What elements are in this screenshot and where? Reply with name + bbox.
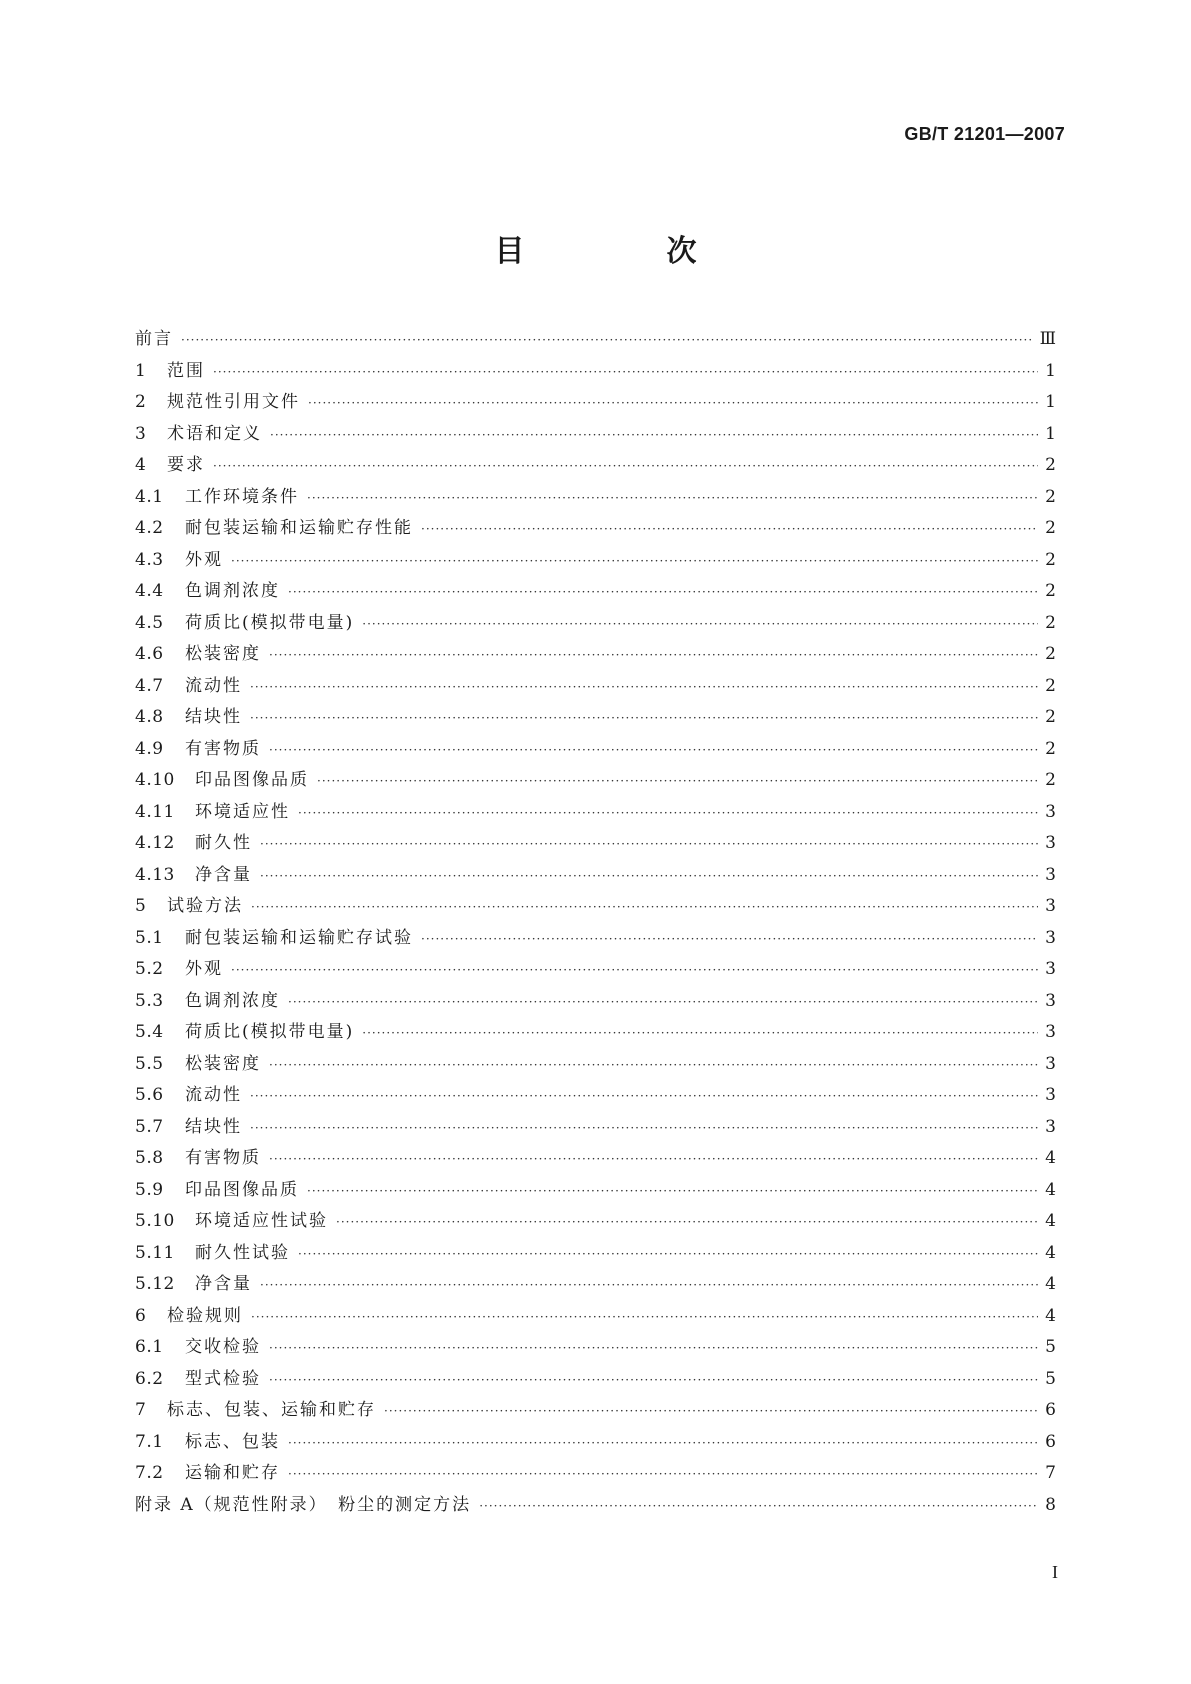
toc-entry-page: 3: [1045, 801, 1056, 822]
toc-entry-number: 5.10: [135, 1211, 175, 1231]
dot-leader: [260, 829, 1038, 861]
dot-leader: [362, 609, 1038, 641]
dot-leader: [213, 357, 1038, 389]
toc-entry-number: 7.1: [135, 1431, 164, 1452]
toc-entry-page: 5: [1045, 1337, 1056, 1357]
dot-leader: [269, 735, 1038, 767]
dot-leader: [362, 1018, 1038, 1050]
toc-entry-number: 5.8: [135, 1148, 164, 1168]
dot-leader: [250, 703, 1038, 735]
toc-entry-label: 前言: [135, 329, 173, 349]
toc-entry[interactable]: [135, 734, 1056, 766]
toc-entry-number: 6: [135, 1305, 147, 1326]
toc-entry-number: 5.2: [135, 959, 164, 979]
dot-leader: [269, 640, 1038, 672]
toc-entry-number: 4.4: [135, 581, 164, 601]
toc-entry-label: 标志、包装: [185, 1431, 280, 1452]
toc-entry-number: 5.3: [135, 990, 164, 1011]
toc-entry-number: 7.2: [135, 1463, 164, 1483]
toc-entry-label: 松装密度: [185, 1053, 261, 1074]
toc-entry-page: 2: [1045, 486, 1056, 507]
toc-entry-label: 有害物质: [185, 1148, 261, 1168]
dot-leader: [307, 483, 1038, 515]
dot-leader: [231, 955, 1038, 987]
toc-entry-label: 工作环境条件: [185, 486, 299, 507]
toc-entry-page: 3: [1045, 990, 1056, 1011]
dot-leader: [317, 766, 1038, 798]
toc-entry[interactable]: [135, 1458, 1056, 1490]
dot-leader: [251, 1302, 1038, 1334]
toc-entry[interactable]: [135, 860, 1056, 892]
toc-entry[interactable]: [135, 1364, 1056, 1396]
toc-entry-label: 运输和贮存: [185, 1463, 280, 1483]
toc-entry-number: 4.2: [135, 518, 164, 538]
toc-entry-label: 色调剂浓度: [185, 990, 280, 1011]
toc-entry-page: 3: [1045, 1053, 1056, 1074]
toc-entry[interactable]: [135, 324, 1056, 356]
toc-entry-label: 耐包装运输和运输贮存性能: [185, 518, 413, 538]
dot-leader: [298, 798, 1038, 830]
toc-entry-page: 2: [1045, 518, 1056, 538]
toc-entry[interactable]: [135, 608, 1056, 640]
toc-entry-number: 4.6: [135, 644, 164, 664]
dot-leader: [269, 1144, 1038, 1176]
toc-entry-number: 6.1: [135, 1337, 164, 1357]
toc-entry-number: 4.1: [135, 486, 164, 507]
toc-entry-page: 2: [1045, 581, 1056, 601]
toc-entry[interactable]: [135, 1332, 1056, 1364]
toc-entry-label: 松装密度: [185, 644, 261, 664]
toc-entry-page: Ⅲ: [1039, 329, 1056, 349]
toc-entry-label: 有害物质: [185, 738, 261, 759]
toc-entry-page: 6: [1045, 1431, 1056, 1452]
toc-entry-page: 5: [1045, 1368, 1056, 1389]
dot-leader: [260, 861, 1038, 893]
toc-entry-number: 1: [135, 360, 147, 381]
toc-entry-number: 5.7: [135, 1116, 164, 1137]
toc-entry-number: 4.13: [135, 864, 175, 885]
toc-entry-page: 2: [1045, 612, 1056, 633]
toc-entry[interactable]: [135, 482, 1056, 514]
toc-entry-number: 4.5: [135, 612, 164, 633]
toc-entry-label: 术语和定义: [167, 423, 262, 444]
toc-entry-page: 4: [1045, 1274, 1056, 1294]
toc-entry-label: 型式检验: [185, 1368, 261, 1389]
toc-entry-number: 5.9: [135, 1179, 164, 1200]
toc-entry-page: 3: [1045, 1085, 1056, 1105]
toc-entry-page: 2: [1045, 549, 1056, 570]
toc-entry-number: 5.4: [135, 1022, 164, 1042]
toc-entry-label: 要求: [167, 455, 205, 475]
toc-entry[interactable]: [135, 828, 1056, 860]
toc-entry[interactable]: [135, 702, 1056, 734]
dot-leader: [421, 924, 1038, 956]
toc-entry-page: 7: [1045, 1463, 1056, 1483]
toc-entry[interactable]: [135, 797, 1056, 829]
dot-leader: [181, 325, 1034, 357]
toc-entry-number: 4.10: [135, 770, 175, 790]
page-number: I: [1052, 1562, 1058, 1582]
dot-leader: [384, 1396, 1038, 1428]
toc-entry-number: 5.12: [135, 1274, 175, 1294]
dot-leader: [308, 388, 1038, 420]
dot-leader: [231, 546, 1038, 578]
toc-entry-number: 4.9: [135, 738, 164, 759]
toc-entry-label: 耐包装运输和运输贮存试验: [185, 927, 413, 948]
toc-entry-number: 4.12: [135, 833, 175, 853]
toc-entry-number: 5.6: [135, 1085, 164, 1105]
toc-entry-page: 4: [1045, 1211, 1056, 1231]
toc-entry[interactable]: [135, 1017, 1056, 1049]
toc-entry-label: 标志、包装、运输和贮存: [167, 1400, 376, 1420]
toc-entry-label: 结块性: [185, 1116, 242, 1137]
table-of-contents: [135, 324, 1056, 1521]
toc-entry-label: 外观: [185, 959, 223, 979]
toc-entry-page: 1: [1045, 392, 1056, 412]
toc-entry-page: 4: [1045, 1242, 1056, 1263]
dot-leader: [213, 451, 1038, 483]
toc-entry-number: 5.5: [135, 1053, 164, 1074]
toc-entry-number: 3: [135, 423, 147, 444]
toc-entry[interactable]: [135, 1112, 1056, 1144]
toc-entry-label: 印品图像品质: [185, 1179, 299, 1200]
dot-leader: [288, 1428, 1038, 1460]
toc-entry-label: 检验规则: [167, 1305, 243, 1326]
toc-entry-page: 3: [1045, 1116, 1056, 1137]
toc-entry-page: 1: [1045, 423, 1056, 444]
toc-entry-number: 4.3: [135, 549, 164, 570]
toc-entry-page: 8: [1045, 1494, 1056, 1515]
toc-entry[interactable]: [135, 639, 1056, 671]
toc-entry[interactable]: [135, 1301, 1056, 1333]
toc-entry[interactable]: [135, 986, 1056, 1018]
dot-leader: [269, 1365, 1038, 1397]
toc-entry-number: 5.11: [135, 1242, 175, 1263]
dot-leader: [250, 672, 1038, 704]
toc-entry[interactable]: [135, 513, 1056, 545]
toc-entry-label: 印品图像品质: [195, 770, 309, 790]
dot-leader: [336, 1207, 1038, 1239]
dot-leader: [250, 1081, 1038, 1113]
toc-entry-label: 荷质比(模拟带电量): [185, 612, 355, 633]
toc-entry-number: 5.1: [135, 927, 164, 948]
toc-entry[interactable]: [135, 576, 1056, 608]
dot-leader: [288, 987, 1038, 1019]
toc-entry-label: 结块性: [185, 707, 242, 727]
toc-entry-label: 交收检验: [185, 1337, 261, 1357]
toc-entry[interactable]: [135, 387, 1056, 419]
toc-entry-page: 2: [1045, 675, 1056, 696]
toc-entry[interactable]: [135, 1206, 1056, 1238]
toc-entry-page: 3: [1045, 864, 1056, 885]
dot-leader: [298, 1239, 1038, 1271]
toc-entry-label: 规范性引用文件: [167, 392, 300, 412]
toc-entry-number: 4.7: [135, 675, 164, 696]
toc-entry[interactable]: [135, 1049, 1056, 1081]
dot-leader: [269, 1050, 1038, 1082]
toc-entry[interactable]: [135, 1080, 1056, 1112]
toc-entry-label: 耐久性试验: [195, 1242, 290, 1263]
toc-entry[interactable]: [135, 1143, 1056, 1175]
toc-entry-number: 6.2: [135, 1368, 164, 1389]
toc-entry-label: 净含量: [195, 864, 252, 885]
toc-entry[interactable]: [135, 671, 1056, 703]
toc-entry[interactable]: [135, 1175, 1056, 1207]
dot-leader: [270, 420, 1038, 452]
toc-entry-page: 3: [1045, 896, 1056, 916]
toc-entry-page: 2: [1045, 455, 1056, 475]
toc-entry-page: 6: [1045, 1400, 1056, 1420]
toc-entry[interactable]: [135, 450, 1056, 482]
dot-leader: [250, 1113, 1038, 1145]
toc-entry-page: 2: [1045, 707, 1056, 727]
dot-leader: [260, 1270, 1038, 1302]
toc-entry-number: 5: [135, 896, 147, 916]
toc-entry-page: 4: [1045, 1148, 1056, 1168]
toc-entry-number: 7: [135, 1400, 147, 1420]
toc-entry-page: 1: [1045, 360, 1056, 381]
toc-entry-page: 3: [1045, 959, 1056, 979]
toc-entry-label: 流动性: [185, 1085, 242, 1105]
toc-entry-label: 色调剂浓度: [185, 581, 280, 601]
dot-leader: [421, 514, 1038, 546]
toc-entry-label: 流动性: [185, 675, 242, 696]
toc-entry-page: 3: [1045, 1022, 1056, 1042]
toc-entry[interactable]: [135, 1238, 1056, 1270]
toc-entry-page: 2: [1045, 770, 1056, 790]
toc-entry-label: 环境适应性试验: [195, 1211, 328, 1231]
toc-entry-label: 试验方法: [167, 896, 243, 916]
toc-entry[interactable]: [135, 1427, 1056, 1459]
dot-leader: [307, 1176, 1038, 1208]
toc-entry[interactable]: [135, 1490, 1056, 1522]
toc-entry-number: 4: [135, 455, 147, 475]
toc-entry-page: 3: [1045, 927, 1056, 948]
dot-leader: [288, 1459, 1038, 1491]
standard-code: GB/T 21201—2007: [904, 124, 1065, 144]
toc-entry[interactable]: [135, 419, 1056, 451]
toc-entry[interactable]: [135, 891, 1056, 923]
toc-entry-number: 2: [135, 392, 147, 412]
dot-leader: [251, 892, 1038, 924]
toc-entry-label: 外观: [185, 549, 223, 570]
toc-entry-page: 2: [1045, 644, 1056, 664]
toc-entry[interactable]: [135, 954, 1056, 986]
toc-entry-page: 3: [1045, 833, 1056, 853]
toc-entry-page: 4: [1045, 1179, 1056, 1200]
toc-entry-label: 荷质比(模拟带电量): [185, 1022, 355, 1042]
dot-leader: [288, 577, 1038, 609]
dot-leader: [479, 1491, 1038, 1523]
toc-entry-label: 净含量: [195, 1274, 252, 1294]
toc-entry-label: 范围: [167, 360, 205, 381]
toc-entry-page: 4: [1045, 1305, 1056, 1326]
toc-entry[interactable]: [135, 545, 1056, 577]
dot-leader: [269, 1333, 1038, 1365]
toc-entry-number: 4.8: [135, 707, 164, 727]
toc-entry-number: 4.11: [135, 801, 175, 822]
toc-entry[interactable]: [135, 1269, 1056, 1301]
toc-entry[interactable]: [135, 1395, 1056, 1427]
toc-entry-page: 2: [1045, 738, 1056, 759]
toc-entry[interactable]: [135, 765, 1056, 797]
toc-entry-label: 附录 A（规范性附录） 粉尘的测定方法: [135, 1494, 472, 1515]
toc-entry[interactable]: [135, 356, 1056, 388]
toc-entry-label: 环境适应性: [195, 801, 290, 822]
toc-entry-label: 耐久性: [195, 833, 252, 853]
toc-entry[interactable]: [135, 923, 1056, 955]
page-title: 目 次: [494, 234, 753, 269]
